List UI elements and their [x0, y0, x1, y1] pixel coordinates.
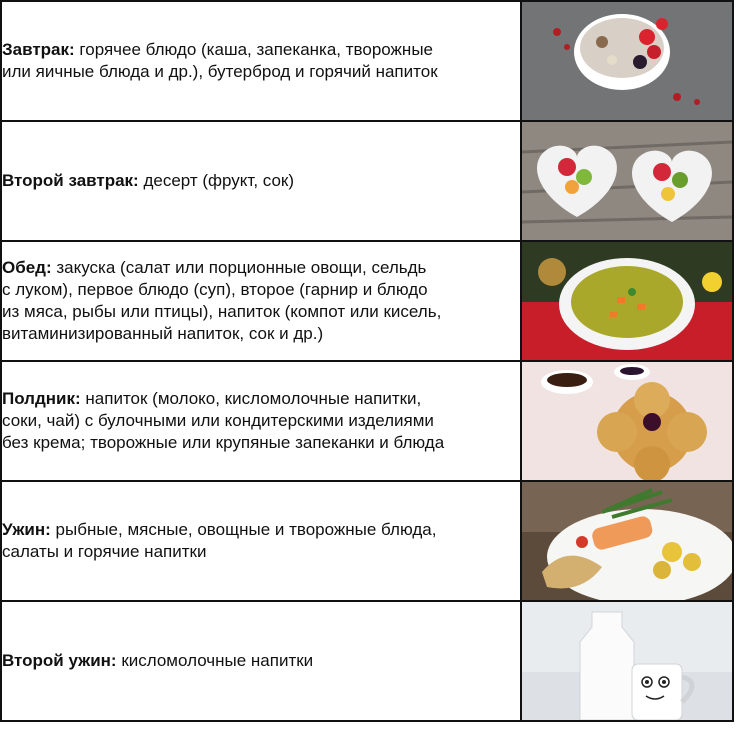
meal-line: рыбные, мясные, овощные и творожные блюда,: [55, 520, 437, 539]
meal-image-cell: [521, 361, 733, 481]
meal-image-cell: [521, 121, 733, 241]
meal-line: напиток (молоко, кисломолочные напитки,: [85, 389, 422, 408]
soup-bowl-photo: [522, 242, 732, 360]
meal-line: из мяса, рыбы или птицы), напиток (компот или кисель,: [2, 302, 442, 321]
milk-bottle-mug-photo: [522, 602, 732, 720]
fish-potatoes-plate-photo: [522, 482, 732, 600]
meal-line: витаминизированный напиток, сок и др.): [2, 324, 324, 343]
meal-description-cell: [1, 601, 521, 721]
meal-name: Ужин:: [2, 520, 51, 539]
meal-line: без крема; творожные или крупяные запеканки и блюда: [2, 433, 445, 452]
table-row: [1, 601, 733, 721]
meal-line: или яичные блюда и др.), бутерброд и горячий напиток: [2, 62, 438, 81]
meal-line: с луком), первое блюдо (суп), второе (гарнир и блюдо: [2, 280, 428, 299]
fruit-salad-hearts-photo: [522, 122, 732, 240]
meal-image-cell: [521, 241, 733, 361]
table-row: [1, 121, 733, 241]
meal-line: десерт (фрукт, сок): [143, 171, 295, 190]
meal-name: Обед:: [2, 258, 52, 277]
meal-description: [2, 388, 520, 454]
meal-description: [2, 170, 520, 192]
meal-description: [2, 39, 520, 83]
meal-image-cell: [521, 481, 733, 601]
meal-line: салаты и горячие напитки: [2, 542, 207, 561]
meal-description: [2, 519, 520, 563]
meal-image-cell: [521, 601, 733, 721]
meal-description: [2, 257, 520, 345]
meal-name: Второй завтрак:: [2, 171, 139, 190]
meal-description-cell: [1, 361, 521, 481]
meal-image-cell: [521, 1, 733, 121]
table-row: [1, 361, 733, 481]
breakfast-bowl-photo: [522, 2, 732, 120]
table-row: [1, 481, 733, 601]
meal-line: горячее блюдо (каша, запеканка, творожные: [79, 40, 433, 59]
meal-description-cell: [1, 121, 521, 241]
meal-line: кисломолочные напитки: [121, 651, 314, 670]
meal-description-cell: [1, 241, 521, 361]
meal-name: Полдник:: [2, 389, 81, 408]
meal-description: [2, 650, 520, 672]
meal-name: Завтрак:: [2, 40, 75, 59]
pastry-tea-photo: [522, 362, 732, 480]
table-row: [1, 241, 733, 361]
table-row: [1, 1, 733, 121]
meal-description-cell: [1, 481, 521, 601]
meal-line: закуска (салат или порционные овощи, сельдь: [56, 258, 427, 277]
meal-description-cell: [1, 1, 521, 121]
meal-name: Второй ужин:: [2, 651, 117, 670]
meal-line: соки, чай) с булочными или кондитерскими изделиями: [2, 411, 434, 430]
